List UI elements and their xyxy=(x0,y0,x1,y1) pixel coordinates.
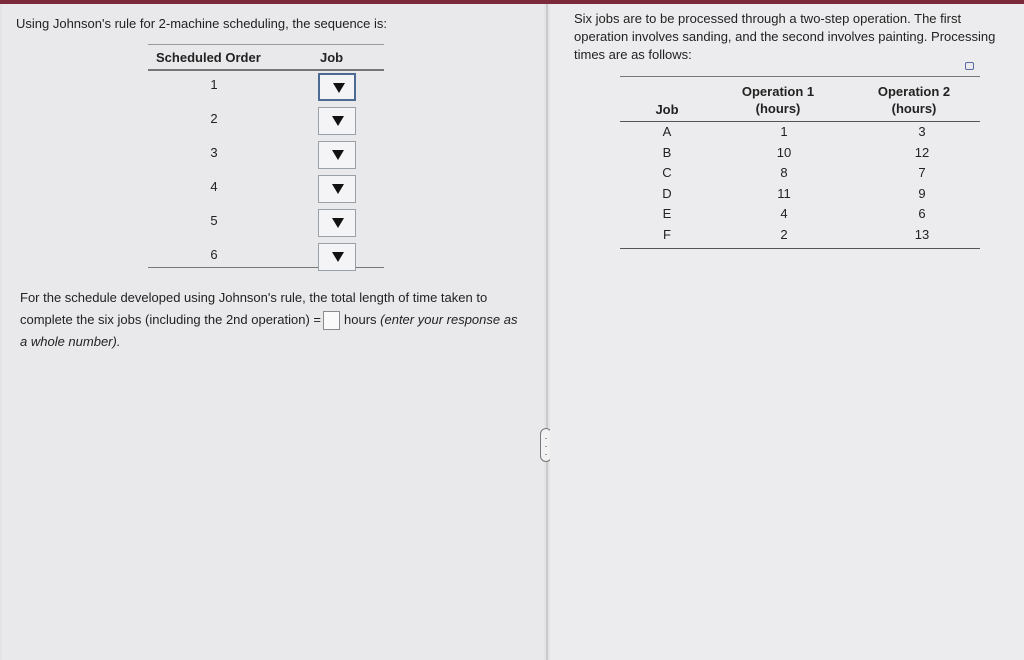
scheduled-order-header: Scheduled Order xyxy=(156,50,261,65)
table-bottom-rule xyxy=(620,248,980,249)
schedule-row xyxy=(148,71,384,105)
order-number: 4 xyxy=(210,179,218,194)
operation2-cell: 7 xyxy=(918,165,926,180)
operation1-header-line1: Operation 1 xyxy=(741,84,815,99)
schedule-row xyxy=(148,207,384,241)
dropdown-arrow-icon xyxy=(333,83,345,93)
job-cell: B xyxy=(662,144,672,160)
job-dropdown-5[interactable] xyxy=(318,209,356,237)
operation1-cell: 4 xyxy=(780,206,788,221)
operation2-cell: 12 xyxy=(914,144,930,160)
order-number: 1 xyxy=(210,77,218,92)
left-question-panel xyxy=(2,4,544,660)
table-row xyxy=(620,122,980,143)
job-dropdown-6[interactable] xyxy=(318,243,356,271)
problem-intro: Six jobs are to be processed through a two-step operation. The first operation involves sanding, and the second involves painting. Processing times are as follows: xyxy=(574,11,996,62)
order-number: 5 xyxy=(210,213,218,228)
schedule-table-header xyxy=(148,44,384,71)
job-dropdown-2[interactable] xyxy=(318,107,356,135)
question-text: For the schedule developed using Johnson's rule, the total length of time taken to complete the six jobs (including the 2nd operation) = xyxy=(20,290,488,327)
operation1-column-header xyxy=(728,83,828,117)
table-row xyxy=(620,143,980,164)
order-number: 6 xyxy=(210,247,218,262)
processing-table-header xyxy=(620,77,980,122)
operation2-cell: 9 xyxy=(918,185,926,201)
right-data-panel xyxy=(550,4,1024,660)
panel-divider[interactable] xyxy=(546,4,548,660)
job-dropdown-1[interactable] xyxy=(318,73,356,101)
table-row xyxy=(620,225,980,246)
order-number: 3 xyxy=(210,145,218,160)
more-options-icon[interactable]: · · · xyxy=(540,428,552,462)
copy-icon[interactable] xyxy=(965,62,974,70)
operation1-cell: 11 xyxy=(777,185,791,201)
job-header: Job xyxy=(320,50,344,65)
operation1-cell: 1 xyxy=(780,124,788,139)
operation2-header-line1: Operation 2 xyxy=(877,84,951,99)
operation2-column-header xyxy=(862,83,966,117)
table-row xyxy=(620,163,980,184)
total-time-question xyxy=(20,287,520,353)
schedule-table xyxy=(148,44,384,268)
whole-number-note: (enter your response as a whole number). xyxy=(20,312,518,349)
schedule-row xyxy=(148,105,384,139)
schedule-row xyxy=(148,139,384,173)
order-number: 2 xyxy=(210,111,218,126)
operation2-cell: 3 xyxy=(918,124,926,139)
job-cell: E xyxy=(662,206,672,221)
table-row xyxy=(620,204,980,225)
job-cell: A xyxy=(662,124,672,139)
dropdown-arrow-icon xyxy=(332,218,344,228)
job-cell: F xyxy=(663,226,671,242)
schedule-row xyxy=(148,173,384,207)
operation1-cell: 8 xyxy=(780,165,788,180)
dropdown-arrow-icon xyxy=(332,150,344,160)
dropdown-arrow-icon xyxy=(332,184,344,194)
dropdown-arrow-icon xyxy=(332,116,344,126)
processing-times-table xyxy=(620,76,980,249)
job-dropdown-4[interactable] xyxy=(318,175,356,203)
total-hours-input[interactable] xyxy=(323,311,340,330)
operation2-cell: 6 xyxy=(918,206,926,221)
job-cell: C xyxy=(662,165,672,180)
dropdown-arrow-icon xyxy=(332,252,344,262)
operation1-cell: 10 xyxy=(776,144,792,160)
sequence-prompt: Using Johnson's rule for 2-machine scheduling, the sequence is: xyxy=(16,16,388,31)
table-row xyxy=(620,184,980,205)
operation1-cell: 2 xyxy=(780,226,788,242)
operation2-cell: 13 xyxy=(914,226,930,242)
hours-unit: hours xyxy=(344,312,377,327)
job-column-header: Job xyxy=(655,102,679,117)
job-cell: D xyxy=(662,185,672,201)
operation2-header-line2: (hours) xyxy=(891,101,937,116)
job-dropdown-3[interactable] xyxy=(318,141,356,169)
schedule-row xyxy=(148,241,384,275)
operation1-header-line2: (hours) xyxy=(755,101,801,116)
